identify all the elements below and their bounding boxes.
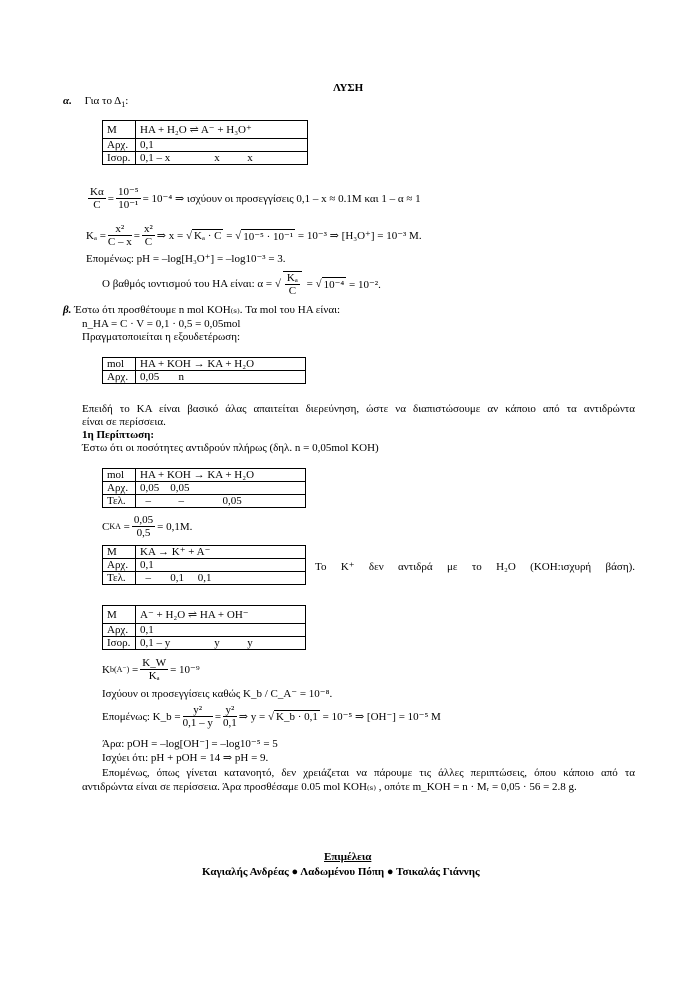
fraction-numerator: y² [223, 704, 237, 717]
y-equation: Επομένως: K_b = $\frac{\text{y²}}{0,1 - y}$ = $\frac{\text{y²}}{0,1}$ ⇒ y = √ K_b · 0,1 = 10⁻⁵ ⇒ [OH⁻] = 10⁻⁵ M [102, 704, 441, 729]
table-cell: 0,1 [136, 139, 308, 152]
footer-names: Καγιαλής Ανδρέας ● Λαδωμένου Πόπη ● Τσικαλάς Γιάννης [202, 866, 480, 878]
equation-text: Kₐ = [86, 229, 106, 242]
ka-x-equation: Kₐ = $\frac{\text{x²}}{C - x}$ = $\frac{\text{x²}}{C}$ ⇒ x = √ Kₐ · C = √ 10⁻⁵ · 10⁻¹ = 10⁻³ ⇒ [H₃O⁺] = 10⁻³ M. [86, 223, 422, 248]
table-cell: Αρχ. [103, 139, 136, 152]
fraction-denominator: C [93, 199, 101, 211]
ka-ratio-equation: $\frac{K\alpha}{C}$ = $\frac{\text{10⁻⁵}}{\text{10⁻¹}}$ = 10⁻⁴ ⇒ ισχύουν οι προσεγγίσεις 0,1 – x ≈ 0.1M και 1 – α ≈ 1 [90, 186, 421, 211]
table-cell: 0,1 – x x x [136, 152, 308, 165]
part-a-intro-sub: 1 [121, 100, 126, 110]
fraction-numerator: Kₐ [286, 272, 298, 284]
table-cell: Αρχ. [103, 371, 136, 384]
table-cell: M [103, 606, 136, 624]
ph-line: Επομένως: pH = –log[H₃O⁺] = –log10⁻³ = 3. [86, 253, 286, 265]
table-cell: Τελ. [103, 572, 136, 585]
part-a-label: α. [63, 95, 72, 107]
table-row [103, 121, 308, 139]
nha-line: n_HA = C · V = 0,1 · 0,5 = 0,05mol [82, 318, 241, 330]
equation-text: ⇒ y = [238, 711, 266, 723]
fraction-denominator: C – x [107, 236, 132, 248]
footer-title: Επιμέλεια [324, 851, 372, 863]
table-cell: 0,1 [136, 624, 306, 637]
part-a-heading [63, 95, 128, 111]
case-title: 1η Περίπτωση: [82, 429, 155, 441]
table-cell: M [103, 121, 136, 139]
reaction-table-3 [102, 468, 306, 508]
table-row [103, 572, 306, 585]
equation-text: K [102, 663, 110, 676]
table-cell: 0,05 n [136, 371, 306, 384]
equation-text: = 0,1M. [157, 520, 193, 533]
sqrt-radicand: 10⁻⁵ · 10⁻¹ [243, 230, 294, 243]
fraction-denominator: 0,1 – y [182, 717, 213, 729]
table-cell: M [103, 546, 136, 559]
neutralization-line: Πραγματοποιείται η εξουδετέρωση: [82, 331, 240, 343]
table-cell: mol [103, 469, 136, 482]
part-a-intro-end: : [125, 95, 129, 107]
table-cell: – 0,1 0,1 [136, 572, 306, 585]
table-cell: Ισορ. [103, 637, 136, 650]
equation-text: C [102, 520, 110, 533]
table-row [103, 546, 306, 559]
fraction-denominator: 0,5 [136, 527, 151, 539]
sqrt-radicand: Kₐ · C [194, 230, 222, 242]
fraction-numerator: 0,05 [133, 514, 154, 526]
poh-line: Άρα: pOH = –log[OH⁻] = –log10⁻⁵ = 5 [102, 738, 278, 750]
fraction-numerator: 10⁻⁵ [117, 186, 139, 198]
page-title: ΛΥΣΗ [333, 82, 364, 94]
table-cell: 0,1 – y y y [136, 637, 306, 650]
equilibrium-table-5 [102, 605, 306, 650]
table-row [103, 624, 306, 637]
equation-text: = 10⁻². [349, 278, 381, 291]
table-cell: Αρχ. [103, 559, 136, 572]
dissociation-table-4 [102, 545, 306, 585]
equation-text: Επομένως: K_b = [102, 710, 181, 723]
kb-equation: K b(A⁻) = $\frac{K\_W}{\text{Kₐ}}$ = 10⁻⁹ [102, 657, 200, 682]
conclusion-line: αντιδρώντα είναι σε περίσσεια. Άρα προσθέσαμε 0.05 mol KOH₍ₛ₎ , οπότε m_KOH = n · Mᵣ = 0,05 · 56 = 2.8 g. [82, 781, 577, 793]
equation-subscript: b(A⁻) [109, 665, 130, 674]
table-row [103, 469, 306, 482]
table-row [103, 358, 306, 371]
reaction-table-2 [102, 357, 306, 384]
table-cell: mol [103, 358, 136, 371]
table-cell: Ισορ. [103, 152, 136, 165]
table-cell: A⁻ + H₂O ⇌ HA + OH⁻ [136, 606, 306, 624]
paragraph-line: είναι σε περίσσεια. [82, 416, 166, 428]
table-cell: Αρχ. [103, 624, 136, 637]
table-cell: 0,05 0,05 [136, 482, 306, 495]
sqrt-radicand: 10⁻⁴ [323, 279, 345, 291]
equation-text: = 10⁻⁹ [170, 664, 200, 676]
equilibrium-table-1 [102, 120, 308, 165]
fraction-numerator: y² [183, 704, 213, 717]
table-cell: – – 0,05 [136, 495, 306, 508]
part-a-intro: Για το Δ [84, 95, 122, 107]
table-cell: HA + H₂O ⇌ A⁻ + H₃O⁺ [136, 121, 308, 139]
sqrt-radicand: K_b · 0,1 [276, 711, 318, 723]
ionization-degree-equation: Ο βαθμός ιοντισμού του ΗΑ είναι: α = √ $\frac{\text{Kₐ}}{C}$ = √ 10⁻⁴ = 10⁻². [102, 272, 381, 297]
fraction-numerator: Kα [90, 186, 104, 198]
table-row [103, 495, 306, 508]
approximation-line: Ισχύουν οι προσεγγίσεις καθώς K_b / C_A⁻ = 10⁻⁸. [102, 688, 333, 700]
table-cell: HA + KOH → KA + H₂O [136, 469, 306, 482]
table-cell: HA + KOH → KA + H₂O [136, 358, 306, 371]
equation-text: Ο βαθμός ιοντισμού του ΗΑ είναι: α = [102, 278, 273, 290]
table-row [103, 139, 308, 152]
fraction-numerator: K_W [142, 657, 167, 669]
equation-text: = 10⁻⁴ ⇒ ισχύουν οι προσεγγίσεις 0,1 – x ≈ 0.1M και 1 – α ≈ 1 [142, 193, 421, 205]
table-row [103, 606, 306, 624]
conclusion-line: Επομένως, όπως γίνεται κατανοητό, δεν χρειάζεται να πάρουμε τις άλλες περιπτώσεις, όπου κάποιο από τα [102, 767, 635, 779]
cka-equation: C KA = $\frac{0,05}{0,5}$ = 0,1M. [102, 514, 193, 539]
equation-subscript: KA [109, 522, 121, 531]
table-row [103, 152, 308, 165]
ph-sum-line: Ισχύει ότι: pH + pOH = 14 ⇒ pH = 9. [102, 752, 269, 764]
fraction-denominator: 0,1 [223, 717, 237, 729]
table-cell: Αρχ. [103, 482, 136, 495]
fraction-denominator: C [144, 236, 153, 248]
equation-text: ⇒ x = [156, 230, 184, 242]
table-row [103, 637, 306, 650]
table-cell: KA → K⁺ + A⁻ [136, 546, 306, 559]
fraction-numerator: x² [143, 223, 153, 235]
equation-text: = 10⁻⁵ ⇒ [OH⁻] = 10⁻⁵ M [322, 711, 441, 723]
case-text: Έστω ότι οι ποσότητες αντιδρούν πλήρως (δηλ. n = 0,05mol KOH) [82, 442, 379, 454]
paragraph-line: Επειδή το ΚΑ είναι βασικό άλας απαιτείται διερεύνηση, ώστε να διαπιστώσουμε αν κάποιο από τα αντιδρώντα [82, 403, 635, 415]
fraction-denominator: 10⁻¹ [118, 199, 139, 211]
table-row [103, 559, 306, 572]
fraction-denominator: C [288, 285, 297, 297]
k-note: Το K⁺ δεν αντιδρά με το H₂O (KOH:ισχυρή βάση). [315, 561, 635, 573]
equation-text: = 10⁻³ ⇒ [H₃O⁺] = 10⁻³ M. [297, 230, 422, 242]
table-cell: 0,1 [136, 559, 306, 572]
table-row [103, 482, 306, 495]
part-b-intro: Έστω ότι προσθέτουμε n mol KOH₍ₛ₎. Τα mol του ΗΑ είναι: [74, 304, 341, 316]
part-b-heading [63, 304, 340, 317]
table-cell: Τελ. [103, 495, 136, 508]
part-b-label: β. [63, 304, 72, 316]
table-row [103, 371, 306, 384]
fraction-denominator: Kₐ [148, 670, 160, 682]
fraction-numerator: x² [108, 223, 132, 236]
